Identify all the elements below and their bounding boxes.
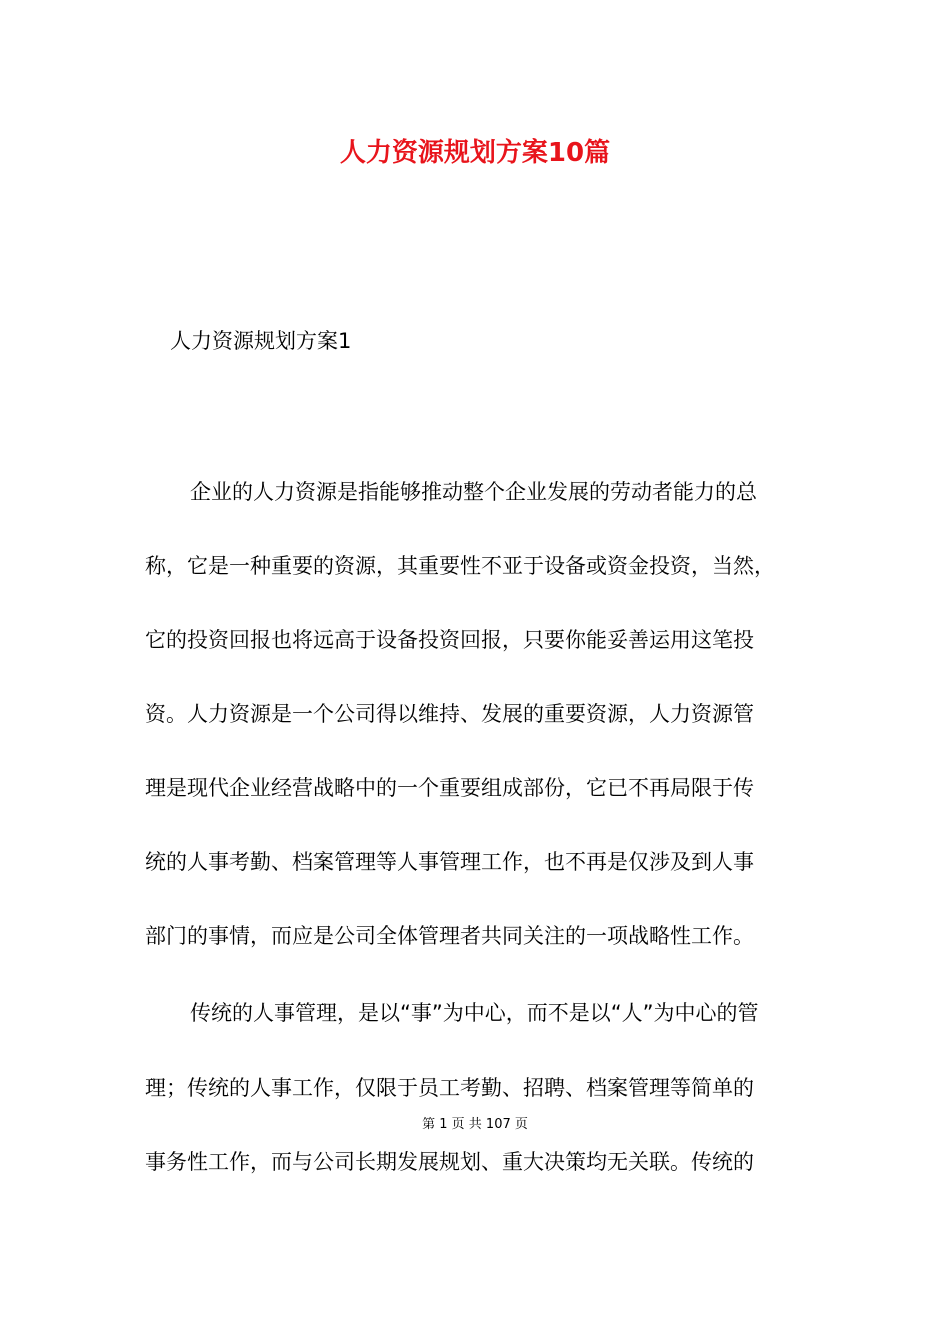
document-title: 人力资源规划方案10篇 [339, 138, 611, 168]
page-footer: 第 1 页 共 107 页 [422, 1117, 528, 1132]
section-heading: 人力资源规划方案1 [170, 329, 352, 353]
paragraph-line: 理是现代企业经营战略中的一个重要组成部份，它已不再局限于传 [145, 776, 754, 800]
paragraph-line: 部门的事情，而应是公司全体管理者共同关注的一项战略性工作。 [145, 924, 754, 948]
paragraph-line: 称，它是一种重要的资源，其重要性不亚于设备或资金投资，当然， [145, 554, 775, 578]
paragraph-line: 资。人力资源是一个公司得以维持、发展的重要资源，人力资源管 [145, 702, 754, 726]
paragraph-line: 统的人事考勤、档案管理等人事管理工作，也不再是仅涉及到人事 [145, 850, 754, 874]
paragraph-line: 企业的人力资源是指能够推动整个企业发展的劳动者能力的总 [190, 480, 757, 504]
paragraph-line: 它的投资回报也将远高于设备投资回报，只要你能妥善运用这笔投 [145, 628, 754, 652]
paragraph-line: 传统的人事管理，是以“事”为中心，而不是以“人”为中心的管 [190, 1001, 759, 1025]
paragraph-line: 理；传统的人事工作，仅限于员工考勤、招聘、档案管理等简单的 [145, 1076, 754, 1100]
paragraph-line: 事务性工作，而与公司长期发展规划、重大决策均无关联。传统的 [145, 1150, 754, 1174]
